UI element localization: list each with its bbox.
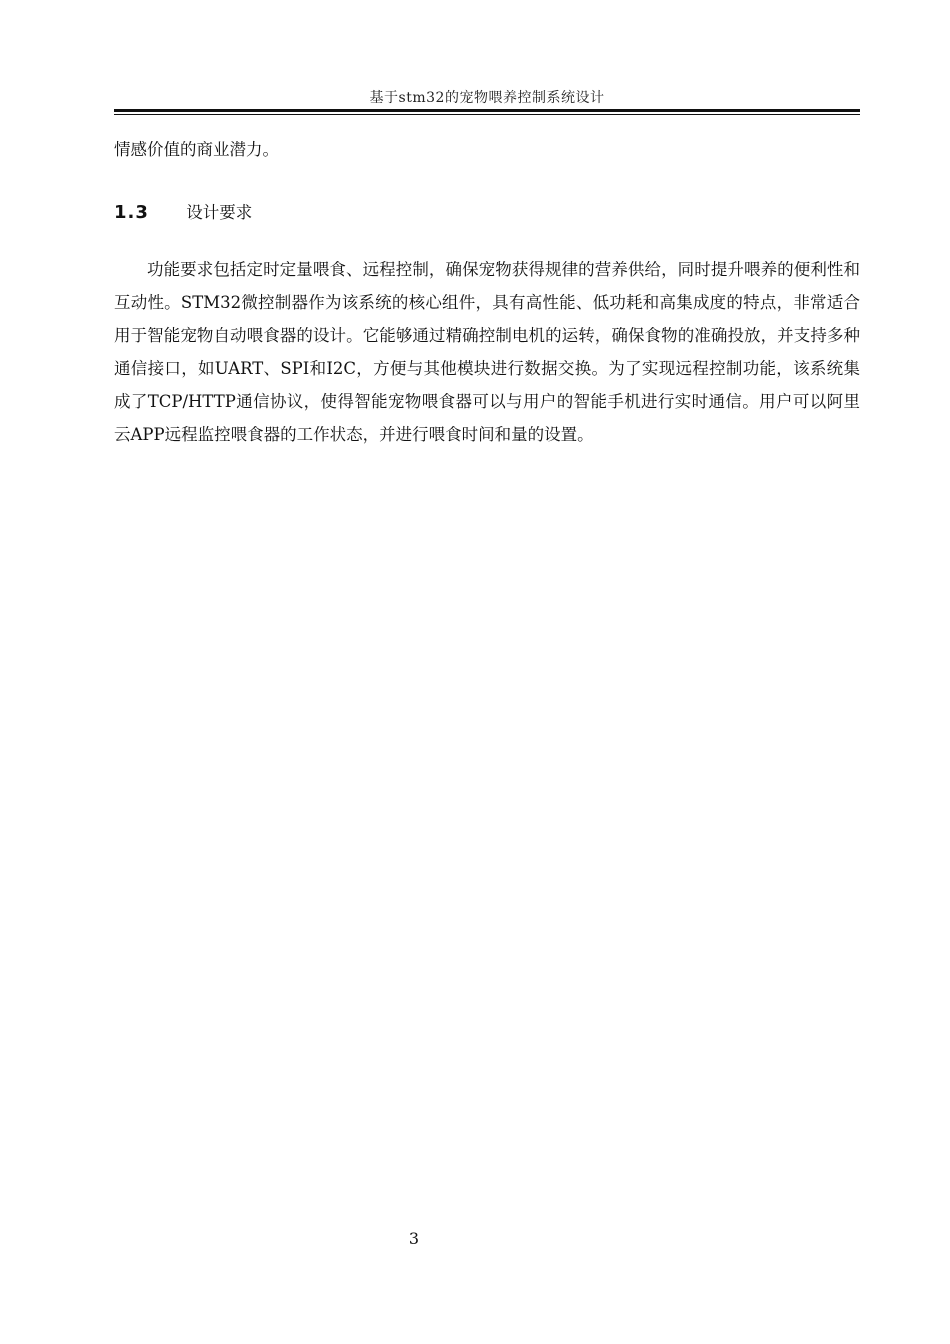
carryover-text: 情感价值的商业潜力。 <box>114 140 279 159</box>
section-number: 1.3 <box>114 202 149 223</box>
page-number: 3 <box>408 1229 420 1248</box>
header-rule-thin <box>114 114 860 115</box>
header-rule-thick <box>114 109 860 112</box>
section-title: 设计要求 <box>186 203 253 222</box>
running-header: 基于stm32的宠物喂养控制系统设计 <box>369 90 605 106</box>
section-heading <box>114 198 860 228</box>
body-paragraph: 功能要求包括定时定量喂食、远程控制，确保宠物获得规律的营养供给，同时提升喂养的便利性和互动性。STM32微控制器作为该系统的核心组件，具有高性能、低功耗和高集成度的特点，非常适合用于智能宠物自动喂食器的设计。它能够通过精确控制电机的运转，确保食物的准确投放，并支持多种通信接口，如UART、SPI和I2C，方便与其他模块进行数据交换。为了实现远程控制功能，该系统集成了TCP/HTTP通信协议，使得智能宠物喂食器可以与用户的智能手机进行实时通信。用户可以阿里云APP远程监控喂食器的工作状态，并进行喂食时间和量的设置。 <box>114 260 860 444</box>
